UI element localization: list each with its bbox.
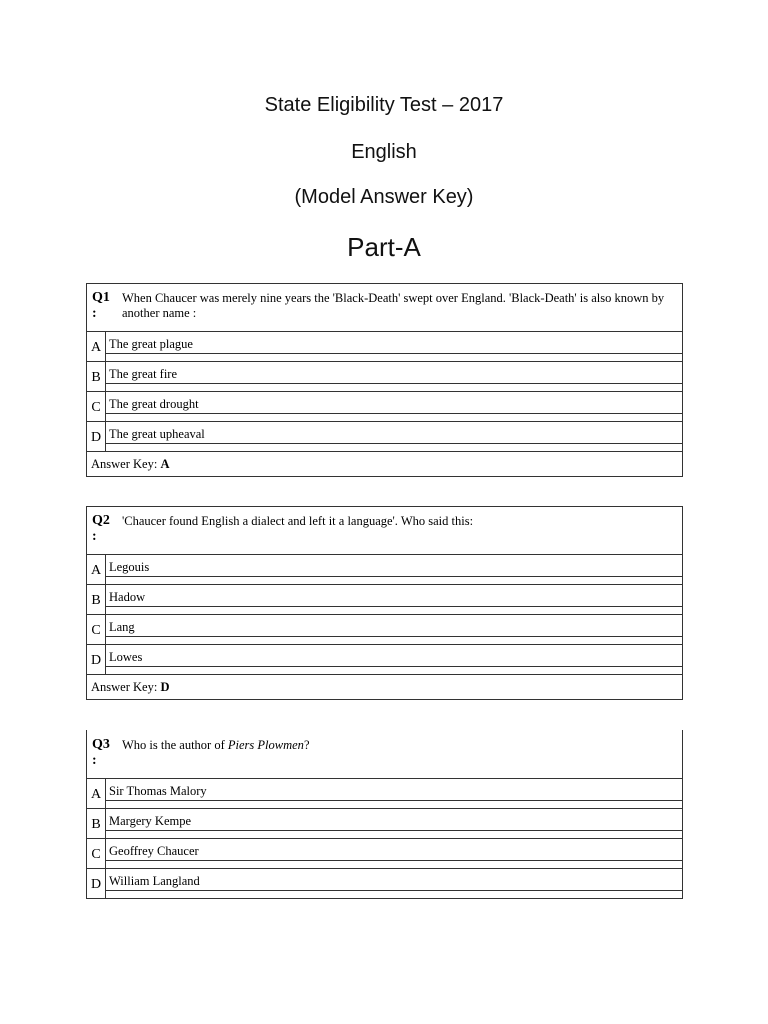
option-letter: A — [87, 555, 106, 585]
answer-key: Answer Key: D — [87, 675, 683, 700]
option-letter: A — [87, 779, 106, 809]
option-row — [87, 615, 683, 645]
option-text: Legouis — [106, 555, 682, 577]
option-letter: B — [87, 809, 106, 839]
answer-value: A — [160, 457, 170, 471]
question-number: Q1 : — [92, 290, 110, 321]
option-letter: D — [87, 645, 106, 675]
part-heading: Part-A — [347, 232, 421, 262]
option-letter: D — [87, 422, 106, 452]
option-text: Lang — [106, 615, 682, 637]
answer-value: D — [160, 680, 170, 694]
question-3-table — [86, 730, 683, 899]
answer-key-note: (Model Answer Key) — [294, 186, 474, 208]
option-text: William Langland — [106, 869, 682, 891]
option-row — [87, 392, 683, 422]
option-text: The great upheaval — [106, 422, 682, 444]
option-letter: C — [87, 392, 106, 422]
option-row — [87, 362, 683, 392]
option-letter: C — [87, 615, 106, 645]
question-2-table — [86, 506, 683, 700]
option-text: Geoffrey Chaucer — [106, 839, 682, 861]
option-row — [87, 839, 683, 869]
option-letter: C — [87, 839, 106, 869]
document-title: State Eligibility Test – 2017 — [264, 94, 504, 116]
question-number: Q3 : — [92, 737, 110, 768]
option-row — [87, 332, 683, 362]
option-row — [87, 809, 683, 839]
option-row — [87, 779, 683, 809]
option-letter: B — [87, 362, 106, 392]
option-row — [87, 585, 683, 615]
subject-heading: English — [351, 141, 417, 163]
option-row — [87, 555, 683, 585]
option-text: Lowes — [106, 645, 682, 667]
option-text: The great fire — [106, 362, 682, 384]
question-3-cell — [87, 730, 683, 779]
option-text: The great plague — [106, 332, 682, 354]
option-text: Margery Kempe — [106, 809, 682, 831]
book-title: Piers Plowmen — [227, 738, 304, 752]
option-letter: A — [87, 332, 106, 362]
option-row — [87, 869, 683, 899]
question-number: Q2 : — [92, 513, 110, 544]
answer-key: Answer Key: A — [87, 452, 683, 477]
option-text: Sir Thomas Malory — [106, 779, 682, 801]
option-row — [87, 422, 683, 452]
question-2-cell — [87, 507, 683, 555]
question-1-cell — [87, 284, 683, 332]
option-row — [87, 645, 683, 675]
option-text: Hadow — [106, 585, 682, 607]
option-text: The great drought — [106, 392, 682, 414]
option-letter: B — [87, 585, 106, 615]
question-text: Who is the author of Piers Plowmen? — [122, 738, 310, 752]
question-1-table — [86, 283, 683, 477]
question-text: 'Chaucer found English a dialect and left it a language'. Who said this: — [122, 514, 474, 528]
question-text: When Chaucer was merely nine years the 'Black-Death' swept over England. 'Black-Death' is also known by another name : — [122, 291, 665, 320]
option-letter: D — [87, 869, 106, 899]
